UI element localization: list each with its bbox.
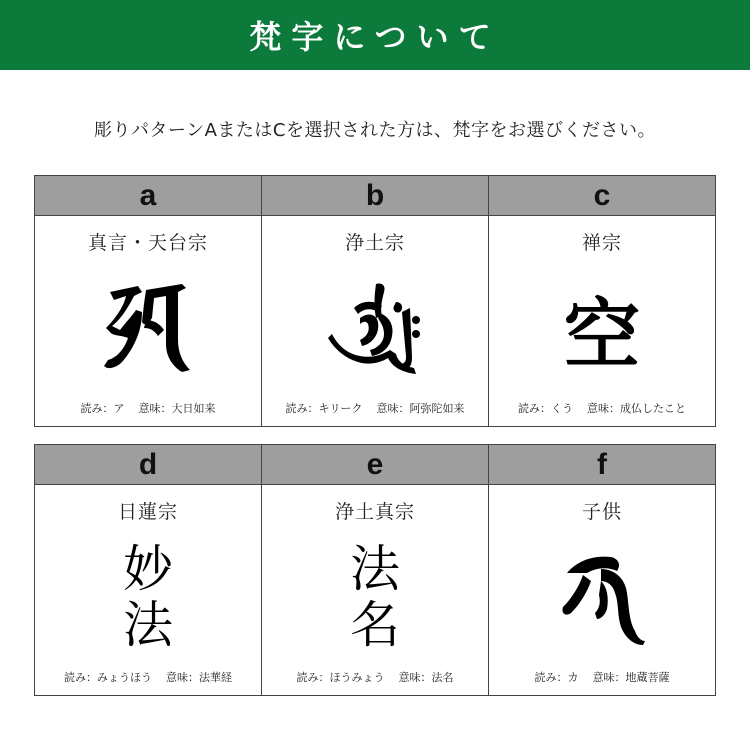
card-a[interactable] xyxy=(35,176,262,426)
meaning-text: 意味：法華経 xyxy=(166,671,232,684)
siddham-hrih-icon xyxy=(320,278,430,378)
card-letter: d xyxy=(35,445,261,485)
card-letter: c xyxy=(489,176,715,216)
reading-text: 読み：キリーク xyxy=(285,402,363,415)
sect-name: 真言・天台宗 xyxy=(87,232,208,254)
card-letter: f xyxy=(489,445,715,485)
card-letter: e xyxy=(262,445,488,485)
kanji-glyph: 法 xyxy=(350,540,400,598)
kanji-glyph: 名 xyxy=(350,596,400,654)
sanskrit-table-row-2 xyxy=(34,444,716,696)
card-c[interactable] xyxy=(489,176,715,426)
page-title: 梵字について xyxy=(249,18,501,56)
kanji-glyph: 空 xyxy=(564,289,640,379)
sect-name: 浄土真宗 xyxy=(334,501,415,523)
kanji-glyph: 妙 xyxy=(123,540,173,598)
sect-name: 日蓮宗 xyxy=(117,501,178,523)
reading-text: 読み：ア xyxy=(80,402,125,415)
meaning-text: 意味：阿弥陀如来 xyxy=(376,402,465,415)
siddham-ka-icon xyxy=(557,547,647,647)
reading-text: 読み：カ xyxy=(534,671,579,684)
sanskrit-table-row-1 xyxy=(34,175,716,427)
sect-name: 禅宗 xyxy=(581,232,622,254)
reading-text: 読み：くう xyxy=(518,402,573,415)
meaning-text: 意味：地蔵菩薩 xyxy=(592,671,670,684)
card-b[interactable] xyxy=(262,176,489,426)
card-letter: a xyxy=(35,176,261,216)
header-banner xyxy=(0,0,750,70)
card-d[interactable] xyxy=(35,445,262,695)
reading-text: 読み：みょうほう xyxy=(64,671,152,684)
kanji-glyph-stack xyxy=(350,541,400,653)
sect-name: 浄土宗 xyxy=(344,232,405,254)
sect-name: 子供 xyxy=(581,501,622,523)
reading-text: 読み：ほうみょう xyxy=(296,671,385,684)
siddham-a-icon xyxy=(98,278,198,378)
kanji-glyph-stack xyxy=(123,541,173,653)
kanji-glyph: 法 xyxy=(123,596,173,654)
meaning-text: 意味：法名 xyxy=(398,671,454,684)
meaning-text: 意味：成仏したこと xyxy=(587,402,686,415)
card-letter: b xyxy=(262,176,488,216)
card-f[interactable] xyxy=(489,445,715,695)
intro-text: 彫りパターンAまたはCを選択された方は、梵字をお選びください。 xyxy=(93,120,657,141)
meaning-text: 意味：大日如来 xyxy=(138,402,216,415)
card-e[interactable] xyxy=(262,445,489,695)
